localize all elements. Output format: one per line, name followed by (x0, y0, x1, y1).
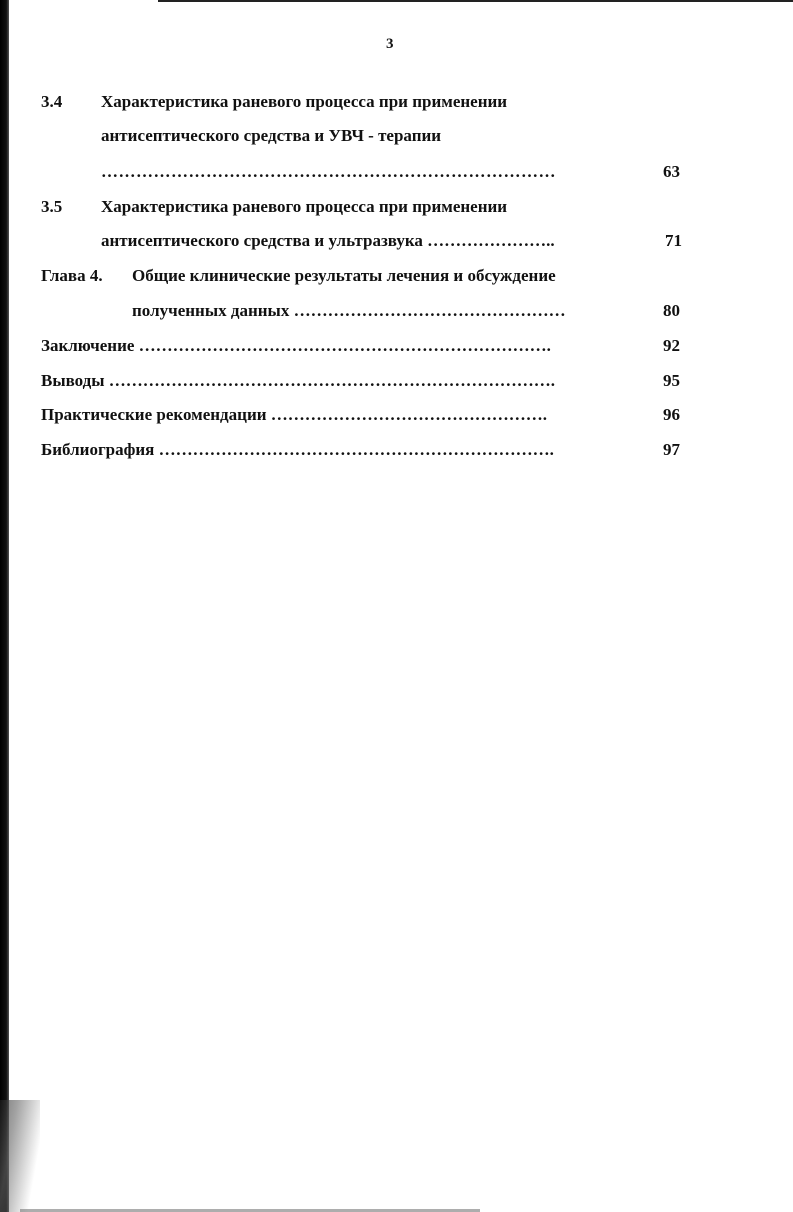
entry-title-line-2: полученных данных ………………………………………… (132, 301, 566, 320)
page-ref: 80 (663, 301, 680, 320)
page-ref: 71 (665, 231, 682, 250)
entry-title: Практические рекомендации …………………………………………. (41, 405, 548, 424)
page-ref: 63 (663, 162, 680, 181)
entry-title-line-1: Характеристика раневого процесса при применении (101, 92, 508, 111)
scan-edge-shadow (0, 1100, 40, 1212)
scan-edge-top (158, 0, 793, 2)
entry-title: Библиография ……………………………………………………………. (41, 440, 554, 459)
section-number: 3.5 (41, 197, 63, 216)
dot-leader: …………………………………………………………………… (101, 162, 556, 181)
page-ref: 96 (663, 405, 680, 424)
entry-title-line-1: Характеристика раневого процесса при применении (101, 197, 508, 216)
page-ref: 97 (663, 440, 680, 459)
entry-title-line-1: Общие клинические результаты лечения и обсуждение (132, 266, 556, 285)
entry-title: Выводы ……………………………………………………………………. (41, 371, 556, 390)
page-ref: 95 (663, 371, 680, 390)
entry-title-line-2: антисептического средства и ультразвука ………………….. (101, 231, 555, 250)
section-number: 3.4 (41, 92, 63, 111)
entry-title: Заключение ………………………………………………………………. (41, 336, 551, 355)
page-ref: 92 (663, 336, 680, 355)
chapter-label: Глава 4. (41, 266, 103, 285)
scan-edge-left (0, 0, 9, 1212)
page-number-mark: 3 (386, 36, 394, 52)
entry-title-line-2: антисептического средства и УВЧ - терапии (101, 126, 442, 145)
